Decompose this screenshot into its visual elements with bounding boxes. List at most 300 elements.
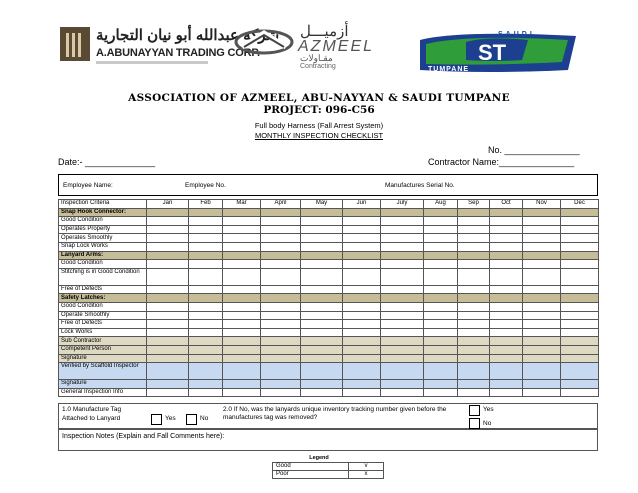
inspection-cell[interactable]	[523, 320, 561, 329]
inspection-cell[interactable]	[490, 388, 523, 397]
criteria-label: Snap Hook Connector:	[59, 208, 147, 217]
inspection-cell[interactable]	[561, 260, 599, 269]
inspection-cell[interactable]	[561, 302, 599, 311]
inspection-cell[interactable]	[381, 328, 424, 337]
inspection-cell[interactable]	[458, 217, 490, 226]
inspection-cell[interactable]	[261, 328, 301, 337]
inspection-cell[interactable]	[458, 302, 490, 311]
inspection-cell[interactable]	[424, 268, 458, 285]
inspection-cell[interactable]	[490, 208, 523, 217]
inspection-cell[interactable]	[381, 388, 424, 397]
inspection-cell[interactable]	[523, 380, 561, 389]
inspection-cell[interactable]	[561, 380, 599, 389]
inspection-cell[interactable]	[523, 242, 561, 251]
criteria-label: Operates Property	[59, 225, 147, 234]
inspection-cell[interactable]	[523, 345, 561, 354]
inspection-cell[interactable]	[561, 294, 599, 303]
inspection-cell[interactable]	[381, 345, 424, 354]
table-row	[59, 234, 599, 243]
inspection-cell[interactable]	[490, 285, 523, 294]
inspection-cell[interactable]	[261, 302, 301, 311]
inspection-cell[interactable]	[189, 320, 223, 329]
inspection-cell[interactable]	[301, 251, 343, 260]
criteria-label: Good Condition	[59, 260, 147, 269]
criteria-label: Verified by Scaffold Inspector	[59, 363, 147, 380]
tag-no-checkbox[interactable]	[186, 414, 197, 425]
inspection-cell[interactable]	[458, 285, 490, 294]
inspection-cell[interactable]	[424, 225, 458, 234]
inspection-cell[interactable]	[561, 217, 599, 226]
azmeel-sub: Contracting	[300, 63, 336, 70]
inspection-cell[interactable]	[490, 251, 523, 260]
inspection-cell[interactable]	[147, 217, 189, 226]
serial-no-field[interactable]: Manufactures Serial No.	[385, 182, 455, 189]
inspection-cell[interactable]	[523, 354, 561, 363]
inspection-cell[interactable]	[490, 217, 523, 226]
inspection-cell[interactable]	[381, 208, 424, 217]
inspection-cell[interactable]	[561, 328, 599, 337]
table-row	[59, 380, 599, 389]
inspection-cell[interactable]	[490, 345, 523, 354]
inspection-cell[interactable]	[424, 380, 458, 389]
inspection-cell[interactable]	[189, 285, 223, 294]
inspection-cell[interactable]	[223, 320, 261, 329]
table-row	[59, 311, 599, 320]
tag-yes-checkbox[interactable]	[151, 414, 162, 425]
inspection-cell[interactable]	[301, 208, 343, 217]
inspection-cell[interactable]	[343, 234, 381, 243]
inspection-cell[interactable]	[301, 268, 343, 285]
inspection-cell[interactable]	[301, 311, 343, 320]
inspection-cell[interactable]	[343, 354, 381, 363]
inspection-cell[interactable]	[424, 363, 458, 380]
inspection-cell[interactable]	[490, 320, 523, 329]
notes-label: Inspection Notes (Explain and Fall Comments here):	[62, 433, 225, 440]
inspection-cell[interactable]	[523, 268, 561, 285]
inspection-cell[interactable]	[343, 345, 381, 354]
inspection-cell[interactable]	[261, 311, 301, 320]
employee-name-field[interactable]: Employee Name:	[63, 182, 113, 189]
inspection-cell[interactable]	[561, 234, 599, 243]
inspection-cell[interactable]	[223, 260, 261, 269]
inspection-cell[interactable]	[343, 328, 381, 337]
inspection-cell[interactable]	[381, 217, 424, 226]
inspection-cell[interactable]	[301, 388, 343, 397]
criteria-label: Safety Latches:	[59, 294, 147, 303]
inspection-cell[interactable]	[561, 251, 599, 260]
inspection-cell[interactable]	[458, 380, 490, 389]
inspection-cell[interactable]	[223, 363, 261, 380]
inspection-cell[interactable]	[343, 294, 381, 303]
inspection-cell[interactable]	[424, 328, 458, 337]
table-row	[59, 337, 599, 346]
inspection-cell[interactable]	[147, 302, 189, 311]
inspection-cell[interactable]	[301, 337, 343, 346]
inspection-cell[interactable]	[523, 285, 561, 294]
criteria-label: Signature	[59, 354, 147, 363]
inspection-cell[interactable]	[490, 380, 523, 389]
inspection-cell[interactable]	[458, 320, 490, 329]
inspection-cell[interactable]	[561, 208, 599, 217]
inspection-cell[interactable]	[343, 363, 381, 380]
inspection-cell[interactable]	[523, 328, 561, 337]
inspection-cell[interactable]	[424, 242, 458, 251]
inspection-cell[interactable]	[381, 380, 424, 389]
inspection-cell[interactable]	[381, 234, 424, 243]
inspection-cell[interactable]	[223, 354, 261, 363]
tag-no-label: No	[200, 415, 209, 422]
inspection-cell[interactable]	[147, 363, 189, 380]
inspection-cell[interactable]	[301, 260, 343, 269]
inspection-cell[interactable]	[301, 217, 343, 226]
inspection-cell[interactable]	[261, 251, 301, 260]
tumpane-label: TUMPANE	[428, 66, 470, 73]
inspection-cell[interactable]	[147, 208, 189, 217]
inspection-cell[interactable]	[261, 285, 301, 294]
inspection-cell[interactable]	[301, 285, 343, 294]
inspection-cell[interactable]	[458, 294, 490, 303]
inspection-cell[interactable]	[561, 337, 599, 346]
inspection-cell[interactable]	[189, 311, 223, 320]
inspection-cell[interactable]	[424, 345, 458, 354]
inspection-cell[interactable]	[490, 242, 523, 251]
inspection-cell[interactable]	[381, 302, 424, 311]
inspection-cell[interactable]	[343, 217, 381, 226]
inspection-cell[interactable]	[189, 328, 223, 337]
tag-yes-label: Yes	[165, 415, 176, 422]
table-row	[59, 328, 599, 337]
inspection-cell[interactable]	[301, 234, 343, 243]
inspection-cell[interactable]	[223, 388, 261, 397]
inspection-cell[interactable]	[561, 285, 599, 294]
inspection-cell[interactable]	[523, 294, 561, 303]
inspection-cell[interactable]	[424, 285, 458, 294]
inspection-cell[interactable]	[343, 242, 381, 251]
inspection-cell[interactable]	[343, 337, 381, 346]
table-row	[59, 225, 599, 234]
inspection-cell[interactable]	[490, 354, 523, 363]
inspection-cell[interactable]	[490, 234, 523, 243]
inspection-cell[interactable]	[490, 337, 523, 346]
month-header-aug: Aug	[424, 200, 458, 209]
legend-row	[273, 471, 384, 479]
inspection-cell[interactable]	[381, 294, 424, 303]
azmeel-arabic-sub: مقـاولات	[300, 53, 333, 63]
inspection-cell[interactable]	[458, 345, 490, 354]
tracking-no-checkbox[interactable]	[469, 418, 480, 429]
inspection-cell[interactable]	[381, 285, 424, 294]
inspection-cell[interactable]	[523, 251, 561, 260]
inspection-cell[interactable]	[301, 225, 343, 234]
inspection-cell[interactable]	[223, 217, 261, 226]
abunayyan-underline	[96, 61, 208, 64]
inspection-cell[interactable]	[301, 294, 343, 303]
inspection-cell[interactable]	[561, 225, 599, 234]
inspection-cell[interactable]	[189, 354, 223, 363]
table-row	[59, 345, 599, 354]
inspection-cell[interactable]	[223, 302, 261, 311]
inspection-cell[interactable]	[261, 345, 301, 354]
inspection-cell[interactable]	[561, 311, 599, 320]
inspection-cell[interactable]	[189, 337, 223, 346]
inspection-cell[interactable]	[301, 380, 343, 389]
inspection-cell[interactable]	[261, 388, 301, 397]
inspection-cell[interactable]	[490, 294, 523, 303]
inspection-cell[interactable]	[189, 388, 223, 397]
inspection-cell[interactable]	[561, 363, 599, 380]
inspection-cell[interactable]	[458, 388, 490, 397]
inspection-cell[interactable]	[424, 320, 458, 329]
inspection-cell[interactable]	[301, 354, 343, 363]
inspection-cell[interactable]	[189, 345, 223, 354]
inspection-cell[interactable]	[147, 234, 189, 243]
inspection-cell[interactable]	[458, 354, 490, 363]
inspection-cell[interactable]	[523, 311, 561, 320]
inspection-cell[interactable]	[424, 354, 458, 363]
inspection-cell[interactable]	[343, 225, 381, 234]
inspection-cell[interactable]	[343, 302, 381, 311]
inspection-cell[interactable]	[301, 242, 343, 251]
inspection-cell[interactable]	[223, 328, 261, 337]
inspection-cell[interactable]	[458, 251, 490, 260]
inspection-cell[interactable]	[223, 225, 261, 234]
inspection-notes-box[interactable]	[58, 429, 598, 451]
table-row	[59, 354, 599, 363]
inspection-cell[interactable]	[147, 242, 189, 251]
inspection-cell[interactable]	[381, 311, 424, 320]
inspection-cell[interactable]	[458, 363, 490, 380]
inspection-cell[interactable]	[458, 328, 490, 337]
inspection-cell[interactable]	[261, 225, 301, 234]
inspection-cell[interactable]	[223, 311, 261, 320]
inspection-cell[interactable]	[458, 234, 490, 243]
employee-no-field[interactable]: Employee No.	[185, 182, 226, 189]
inspection-cell[interactable]	[523, 225, 561, 234]
criteria-label: Free of Defects	[59, 320, 147, 329]
inspection-cell[interactable]	[147, 251, 189, 260]
table-row	[59, 268, 599, 285]
inspection-cell[interactable]	[523, 234, 561, 243]
inspection-cell[interactable]	[189, 208, 223, 217]
inspection-cell[interactable]	[424, 217, 458, 226]
inspection-cell[interactable]	[424, 388, 458, 397]
inspection-cell[interactable]	[261, 363, 301, 380]
inspection-cell[interactable]	[523, 337, 561, 346]
inspection-cell[interactable]	[458, 260, 490, 269]
inspection-cell[interactable]	[490, 268, 523, 285]
inspection-cell[interactable]	[424, 337, 458, 346]
inspection-cell[interactable]	[261, 294, 301, 303]
inspection-cell[interactable]	[301, 328, 343, 337]
inspection-cell[interactable]	[561, 320, 599, 329]
inspection-cell[interactable]	[343, 251, 381, 260]
month-header-sep: Sep	[458, 200, 490, 209]
inspection-cell[interactable]	[424, 251, 458, 260]
date-field[interactable]: Date:- ______________	[58, 157, 156, 167]
inspection-cell[interactable]	[147, 294, 189, 303]
inspection-cell[interactable]	[147, 354, 189, 363]
inspection-cell[interactable]	[523, 388, 561, 397]
table-row	[59, 242, 599, 251]
inspection-cell[interactable]	[381, 242, 424, 251]
inspection-grid	[58, 199, 599, 397]
inspection-cell[interactable]	[189, 380, 223, 389]
inspection-cell[interactable]	[261, 380, 301, 389]
inspection-cell[interactable]	[424, 208, 458, 217]
table-row	[59, 363, 599, 380]
inspection-cell[interactable]	[147, 345, 189, 354]
inspection-cell[interactable]	[147, 337, 189, 346]
inspection-cell[interactable]	[261, 242, 301, 251]
inspection-cell[interactable]	[424, 311, 458, 320]
inspection-cell[interactable]	[458, 311, 490, 320]
inspection-cell[interactable]	[223, 337, 261, 346]
inspection-cell[interactable]	[561, 345, 599, 354]
inspection-cell[interactable]	[458, 268, 490, 285]
inspection-cell[interactable]	[458, 337, 490, 346]
inspection-cell[interactable]	[223, 208, 261, 217]
inspection-cell[interactable]	[189, 302, 223, 311]
inspection-cell[interactable]	[424, 302, 458, 311]
inspection-cell[interactable]	[343, 260, 381, 269]
tracking-question: 2.0 If No, was the lanyards unique inventory tracking number given before the manufactures tag was removed?	[223, 406, 447, 421]
inspection-cell[interactable]	[223, 242, 261, 251]
inspection-cell[interactable]	[189, 363, 223, 380]
inspection-cell[interactable]	[189, 225, 223, 234]
inspection-cell[interactable]	[458, 225, 490, 234]
month-header-nov: Nov	[523, 200, 561, 209]
inspection-cell[interactable]	[458, 208, 490, 217]
svg-text:ST: ST	[478, 40, 507, 65]
inspection-cell[interactable]	[424, 294, 458, 303]
inspection-cell[interactable]	[261, 354, 301, 363]
grid-header-row	[59, 200, 599, 209]
inspection-cell[interactable]	[147, 320, 189, 329]
criteria-label: Operates Smoothly	[59, 234, 147, 243]
inspection-cell[interactable]	[301, 345, 343, 354]
inspection-cell[interactable]	[523, 217, 561, 226]
azmeel-arabic-name: أزميـــل	[300, 23, 349, 40]
inspection-cell[interactable]	[189, 268, 223, 285]
criteria-label: General Inspection Info	[59, 388, 147, 397]
inspection-cell[interactable]	[147, 268, 189, 285]
inspection-cell[interactable]	[223, 268, 261, 285]
inspection-cell[interactable]	[261, 260, 301, 269]
inspection-cell[interactable]	[147, 311, 189, 320]
inspection-cell[interactable]	[343, 388, 381, 397]
inspection-cell[interactable]	[261, 208, 301, 217]
month-header-feb: Feb	[189, 200, 223, 209]
inspection-cell[interactable]	[561, 354, 599, 363]
table-row	[59, 285, 599, 294]
inspection-cell[interactable]	[261, 320, 301, 329]
inspection-cell[interactable]	[381, 268, 424, 285]
table-row	[59, 302, 599, 311]
inspection-cell[interactable]	[381, 251, 424, 260]
inspection-cell[interactable]	[381, 225, 424, 234]
tracking-yes-checkbox[interactable]	[469, 405, 480, 416]
inspection-cell[interactable]	[189, 294, 223, 303]
abunayyan-english-name: A.ABUNAYYAN TRADING CORP.	[96, 47, 260, 59]
inspection-cell[interactable]	[189, 242, 223, 251]
inspection-cell[interactable]	[223, 285, 261, 294]
inspection-cell[interactable]	[490, 328, 523, 337]
inspection-cell[interactable]	[490, 302, 523, 311]
inspection-cell[interactable]	[381, 260, 424, 269]
criteria-label: Stitching is in Good Condition	[59, 268, 147, 285]
criteria-label: Good Condition	[59, 217, 147, 226]
inspection-cell[interactable]	[523, 208, 561, 217]
inspection-cell[interactable]	[223, 345, 261, 354]
inspection-cell[interactable]	[147, 225, 189, 234]
criteria-label: Free of Defects	[59, 285, 147, 294]
inspection-cell[interactable]	[343, 268, 381, 285]
inspection-cell[interactable]	[343, 311, 381, 320]
inspection-cell[interactable]	[147, 328, 189, 337]
inspection-cell[interactable]	[523, 260, 561, 269]
inspection-cell[interactable]	[147, 285, 189, 294]
inspection-cell[interactable]	[490, 363, 523, 380]
inspection-cell[interactable]	[301, 320, 343, 329]
inspection-cell[interactable]	[147, 260, 189, 269]
inspection-cell[interactable]	[424, 260, 458, 269]
inspection-cell[interactable]	[261, 268, 301, 285]
inspection-cell[interactable]	[424, 234, 458, 243]
inspection-cell[interactable]	[301, 302, 343, 311]
inspection-cell[interactable]	[189, 234, 223, 243]
inspection-cell[interactable]	[381, 354, 424, 363]
inspection-cell[interactable]	[381, 320, 424, 329]
criteria-header: Inspection Criteria	[59, 200, 147, 209]
inspection-cell[interactable]	[523, 363, 561, 380]
inspection-cell[interactable]	[381, 363, 424, 380]
inspection-cell[interactable]	[490, 311, 523, 320]
inspection-cell[interactable]	[189, 260, 223, 269]
legend-symbol: x	[348, 471, 383, 479]
inspection-cell[interactable]	[343, 208, 381, 217]
inspection-cell[interactable]	[189, 251, 223, 260]
document-number-field[interactable]: No. _______________	[488, 145, 580, 155]
inspection-cell[interactable]	[561, 268, 599, 285]
contractor-name-field[interactable]: Contractor Name:_______________	[428, 157, 575, 167]
inspection-cell[interactable]	[490, 260, 523, 269]
inspection-cell[interactable]	[261, 337, 301, 346]
inspection-cell[interactable]	[301, 363, 343, 380]
inspection-cell[interactable]	[561, 388, 599, 397]
inspection-cell[interactable]	[261, 217, 301, 226]
inspection-cell[interactable]	[343, 380, 381, 389]
tracking-no-label: No	[483, 420, 492, 427]
checklist-title: MONTHLY INSPECTION CHECKLIST	[254, 131, 384, 140]
inspection-cell[interactable]	[490, 225, 523, 234]
inspection-cell[interactable]	[223, 251, 261, 260]
inspection-cell[interactable]	[458, 242, 490, 251]
inspection-cell[interactable]	[561, 242, 599, 251]
inspection-cell[interactable]	[223, 294, 261, 303]
inspection-cell[interactable]	[189, 217, 223, 226]
inspection-cell[interactable]	[147, 388, 189, 397]
inspection-cell[interactable]	[343, 320, 381, 329]
inspection-cell[interactable]	[223, 380, 261, 389]
month-header-may: May	[301, 200, 343, 209]
table-row	[59, 217, 599, 226]
inspection-cell[interactable]	[381, 337, 424, 346]
inspection-cell[interactable]	[223, 234, 261, 243]
inspection-cell[interactable]	[343, 285, 381, 294]
inspection-cell[interactable]	[147, 380, 189, 389]
inspection-cell[interactable]	[523, 302, 561, 311]
inspection-cell[interactable]	[261, 234, 301, 243]
